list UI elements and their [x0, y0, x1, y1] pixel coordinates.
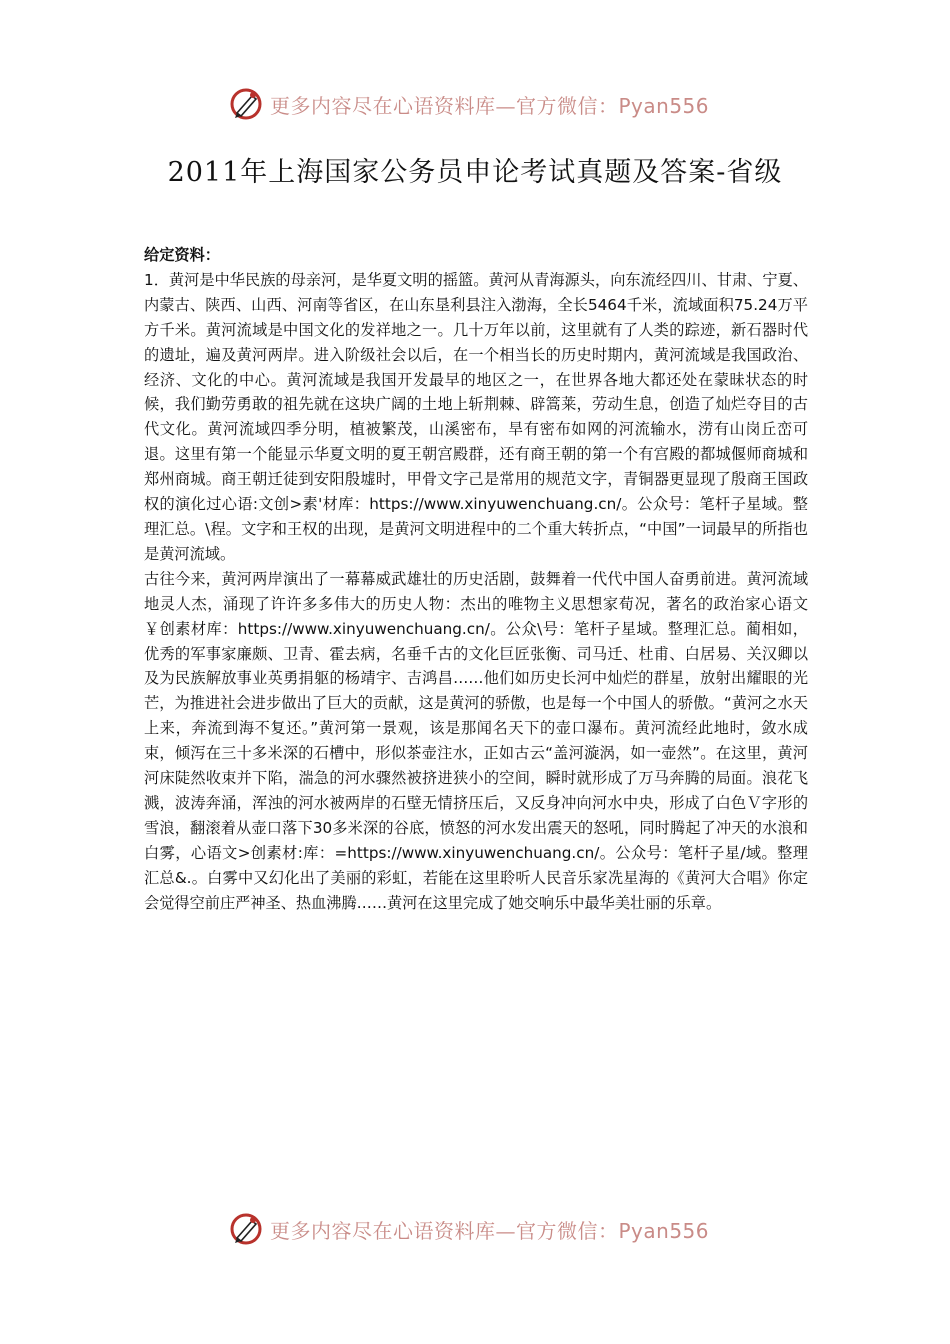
paragraph-1: 1．黄河是中华民族的母亲河，是华夏文明的摇篮。黄河从青海源头，向东流经四川、甘肃、宁夏、内蒙古、陕西、山西、河南等省区，在山东垦利县注入渤海，全长5464千米，流域面积75.24万平方千米。黄河流域是中国文化的发祥地之一。几十万年以前，这里就有了人类的踪迹，新石器时代的遗址，遍及黄河两岸。进入阶级社会以后，在一个相当长的历史时期内，黄河流域是我国政治、经济、文化的中心。黄河流域是我国开发最早的地区之一，在世界各地大都还处在蒙昧状态的时候，我们勤劳勇敢的祖先就在这块广阔的土地上斩荆棘、辟篙莱，劳动生息，创造了灿烂夺目的古代文化。黄河流域四季分明，植被繁茂，山溪密布，旱有密布如网的河流输水，涝有山岗丘峦可退。这里有第一个能显示华夏文明的夏王朝宫殿群，还有商王朝的第一个有宫殿的都城偃师商城和郑州商城。商王朝迁徒到安阳殷墟时，甲骨文字己是常用的规范文字，青铜器更显现了殷商王国政权的演化过心语:文创>素'材库：https://www.xinyuwenchuang.cn/。公众号：笔杆子星域。整理汇总。\程。文字和王权的出现，是黄河文明进程中的二个重大转折点，“中国”一词最早的所指也是黄河流域。 — [144, 270, 808, 563]
wechat-id: Pyan556 — [618, 93, 710, 118]
banner-text — [270, 1215, 709, 1244]
section-label: 给定资料： — [144, 246, 220, 264]
wechat-id: Pyan556 — [618, 1218, 710, 1243]
header-banner — [228, 84, 728, 124]
banner-text — [270, 90, 709, 119]
pen-circle-logo-icon — [228, 1211, 264, 1247]
banner-slogan: 更多内容尽在心语资料库—官方微信： — [270, 93, 619, 118]
paragraph-2: 古往今来，黄河两岸演出了一幕幕威武雄壮的历史活剧，鼓舞着一代代中国人奋勇前进。黄河流域地灵人杰，涌现了许许多多伟大的历史人物：杰出的唯物主义思想家荀况，著名的政治家心语文￥创素材库：https://www.xinyuwenchuang.cn/。公众\号：笔杆子星域。整理汇总。蔺相如，优秀的军事家廉颇、卫青、霍去病，名垂千古的文化巨匠张衡、司马迁、杜甫、白居易、关汉卿以及为民族解放事业英勇捐躯的杨靖宇、吉鸿昌……他们如历史长河中灿烂的群星，放射出耀眼的光芒，为推进社会进步做出了巨大的贡献，这是黄河的骄傲，也是每一个中国人的骄傲。“黄河之水天上来，奔流到海不复还。”黄河第一景观，该是那闻名天下的壶口瀑布。黄河流经此地时，敛水成束，倾泻在三十多米深的石槽中，形似茶壶注水，正如古云“盖河漩涡，如一壶然”。在这里，黄河河床陡然收束并下陷，湍急的河水骤然被挤进狭小的空间，瞬时就形成了万马奔腾的局面。浪花飞溅，波涛奔涌，浑浊的河水被两岸的石壁无情挤压后，又反身冲向河水中央，形成了白色Ｖ字形的雪浪，翻滚着从壶口落下30多米深的谷底，愤怒的河水发出震天的怒吼，同时腾起了冲天的水浪和白雾，心语文>创素材:库：=https://www.xinyuwenchuang.cn/。公众号：笔杆子星/域。整理汇总&.。白雾中又幻化出了美丽的彩虹，若能在这里聆听人民音乐家冼星海的《黄河大合唱》你定会觉得空前庄严神圣、热血沸腾……黄河在这里完成了她交响乐中最华美壮丽的乐章。 — [144, 569, 808, 912]
footer-banner — [228, 1209, 728, 1249]
document-body — [144, 243, 808, 915]
banner-slogan: 更多内容尽在心语资料库—官方微信： — [270, 1218, 619, 1243]
page-title: 2011年上海国家公务员申论考试真题及答案-省级 — [167, 157, 783, 188]
pen-circle-logo-icon — [228, 86, 264, 122]
